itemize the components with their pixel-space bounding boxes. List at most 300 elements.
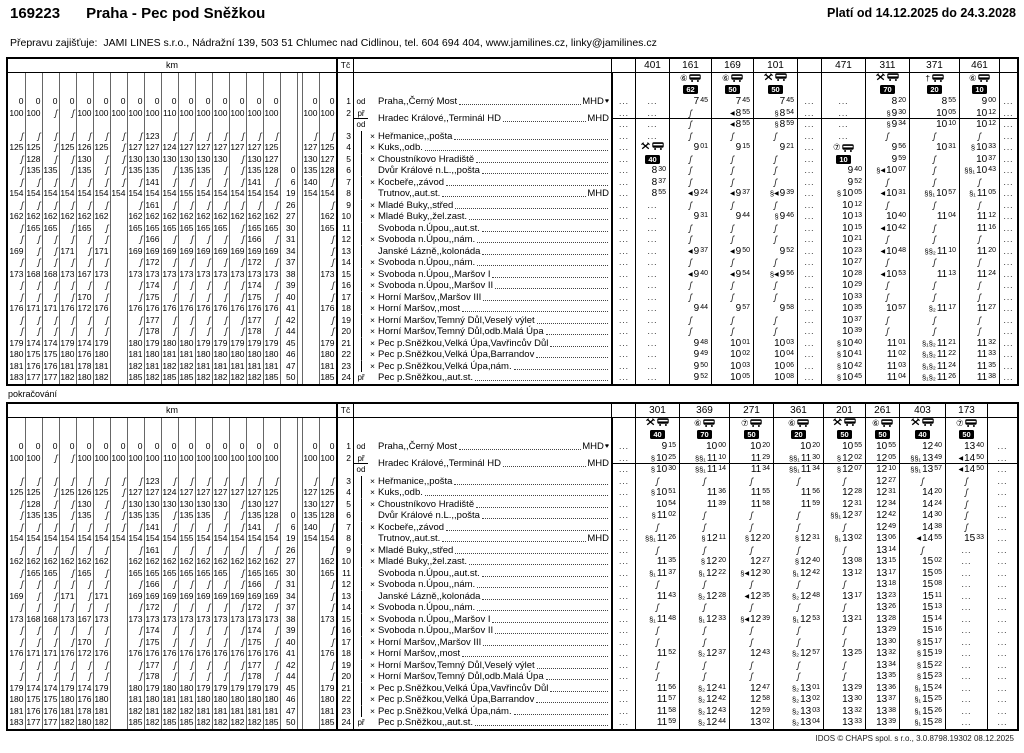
time-cell xyxy=(711,154,753,166)
squiggle-mark: ʃ xyxy=(750,602,753,612)
time-cell: $15^{13}$ xyxy=(899,602,945,614)
km-cell: 180 xyxy=(213,694,228,704)
squiggle-mark: ʃ xyxy=(105,625,109,635)
km-cell: 183 xyxy=(9,717,24,727)
time-cell: $\S_212^{57}$ xyxy=(773,648,823,660)
station-cell xyxy=(368,591,611,603)
km-cell: 179 xyxy=(60,682,75,693)
request-stop-mark: × xyxy=(370,694,375,704)
km-cell: 130 xyxy=(213,498,228,509)
km-cell xyxy=(195,177,212,189)
km-cell: 181 xyxy=(230,705,245,716)
km-cell: 100 xyxy=(26,107,41,118)
time-cell xyxy=(635,119,669,131)
no-service-dots: ... xyxy=(618,337,630,348)
squiggle-mark: ʃ xyxy=(774,153,777,164)
dotted-leader xyxy=(475,380,608,381)
squiggle-mark: ʃ xyxy=(207,257,211,267)
dotted-leader xyxy=(514,369,608,370)
squiggle-mark: ʃ xyxy=(703,602,706,612)
squiggle-mark: ʃ xyxy=(224,659,228,670)
km-cell: 172 xyxy=(77,303,92,313)
km-cell xyxy=(161,418,178,429)
time-cell xyxy=(823,476,865,488)
squiggle-mark: ʃ xyxy=(139,280,143,290)
provider-label: Přepravu zajišťuje: xyxy=(10,37,98,49)
km-cell xyxy=(263,84,280,96)
time-cell xyxy=(987,694,1017,706)
km-cell: 165 xyxy=(320,222,335,233)
time-cell: $9^{44}$ xyxy=(711,211,753,223)
km-cell: 6 xyxy=(280,522,297,534)
km-cell: 176 xyxy=(247,303,262,313)
squiggle-mark: ʃ xyxy=(71,510,75,520)
time-cell xyxy=(865,257,909,269)
time-cell xyxy=(987,602,1017,614)
time-cell: $\S 10^{42}$ xyxy=(821,361,865,373)
km-cell xyxy=(110,154,127,166)
note-prefix xyxy=(880,247,885,256)
km-cell xyxy=(263,73,280,84)
squiggle-mark: ʃ xyxy=(886,326,889,336)
squiggle-mark: ʃ xyxy=(224,671,228,681)
no-service-dots: ... xyxy=(618,717,630,727)
time-cell: $12^{27}$ xyxy=(729,556,773,568)
squiggle-mark: ʃ xyxy=(241,579,245,589)
no-service-dots: ... xyxy=(997,636,1008,647)
time-cell: $12^{59}$ xyxy=(729,706,773,718)
note-prefix: § xyxy=(650,465,656,474)
km-cell xyxy=(319,119,336,131)
time-cell: $9^{40}$ xyxy=(821,165,865,177)
squiggle-mark: ʃ xyxy=(105,510,109,520)
km-cell: 161 xyxy=(145,544,160,555)
km-cell: 124 xyxy=(162,142,177,152)
km-cell xyxy=(25,418,42,429)
dotted-leader xyxy=(469,564,608,565)
squiggle-mark: ʃ xyxy=(933,291,936,302)
km-cell: 154 xyxy=(43,533,58,543)
squiggle-mark: ʃ xyxy=(139,234,143,244)
km-cell: 176 xyxy=(213,303,228,313)
km-cell xyxy=(319,131,336,143)
km-cell: 34 xyxy=(280,246,297,258)
time-cell xyxy=(635,200,669,212)
squiggle-mark: ʃ xyxy=(331,659,335,670)
km-cell: 174 xyxy=(26,682,41,693)
km-cell: 0 xyxy=(144,441,161,453)
km-cell xyxy=(93,625,110,637)
km-cell: 127 xyxy=(320,498,335,509)
km-cell: 169 xyxy=(9,590,24,601)
time-cell xyxy=(987,545,1017,557)
request-stop-mark: × xyxy=(370,257,375,267)
squiggle-mark: ʃ xyxy=(173,544,177,555)
squiggle-mark: ʃ xyxy=(731,130,734,141)
km-cell: 185 xyxy=(320,717,335,727)
time-cell: $\S\S_113^{57}$ xyxy=(899,464,945,476)
km-cell: 127 xyxy=(213,142,228,152)
request-stop-mark: × xyxy=(370,153,375,164)
note-prefix: §◀ xyxy=(769,269,779,279)
km-cell xyxy=(178,131,195,143)
squiggle-mark: ʃ xyxy=(224,544,228,555)
km-cell xyxy=(280,96,297,108)
od-pr-mark xyxy=(353,292,368,304)
station-name: Choustníkovo Hradiště xyxy=(378,498,475,510)
km-cell: 100 xyxy=(128,107,143,118)
squiggle-mark: ʃ xyxy=(241,498,245,509)
km-cell xyxy=(302,211,319,223)
squiggle-mark: ʃ xyxy=(88,475,92,486)
trip-badge: 50 xyxy=(725,85,739,94)
no-service-dots: ... xyxy=(618,96,630,106)
km-cell xyxy=(127,177,144,189)
no-service-dots: ... xyxy=(804,165,815,175)
squiggle-mark: ʃ xyxy=(71,257,75,267)
squiggle-mark: ʃ xyxy=(71,222,75,233)
note-prefix xyxy=(730,189,735,198)
time-cell xyxy=(945,660,987,672)
no-service-dots: ... xyxy=(647,360,658,371)
km-cell xyxy=(302,246,319,258)
km-cell xyxy=(76,591,93,603)
km-cell xyxy=(178,476,195,488)
km-cell: 170 xyxy=(77,636,92,647)
km-cell: 181 xyxy=(196,360,211,371)
squiggle-mark: ʃ xyxy=(774,257,777,267)
squiggle-mark: ʃ xyxy=(656,625,659,635)
km-cell: 135 xyxy=(179,165,194,175)
station-cell xyxy=(368,533,611,545)
squiggle-mark: ʃ xyxy=(774,130,777,141)
km-cell xyxy=(93,602,110,614)
station-cell xyxy=(368,683,611,695)
squiggle-mark: ʃ xyxy=(241,222,245,233)
km-cell: 135 xyxy=(77,510,92,520)
no-service-dots: ... xyxy=(618,119,630,129)
squiggle-mark: ʃ xyxy=(774,222,777,233)
timetable-row xyxy=(8,591,1017,603)
note-prefix: §§₁ xyxy=(910,453,922,463)
time-cell xyxy=(865,292,909,304)
squiggle-mark: ʃ xyxy=(54,590,58,601)
time-cell: $\S_212^{48}$ xyxy=(773,591,823,603)
time-cell xyxy=(773,660,823,672)
km-cell xyxy=(161,326,178,338)
time-cell xyxy=(611,188,635,200)
km-cell xyxy=(25,119,42,131)
km-cell xyxy=(195,131,212,143)
time-cell: $\S_113^{02}$ xyxy=(823,533,865,545)
badges-row xyxy=(8,429,1017,441)
time-cell xyxy=(987,487,1017,499)
km-cell: 180 xyxy=(196,349,211,359)
od-pr-mark xyxy=(353,361,368,373)
time-cell xyxy=(669,119,711,131)
hammers-icon xyxy=(833,418,842,426)
time-cell xyxy=(945,568,987,580)
km-cell xyxy=(229,154,246,166)
km-cell: 180 xyxy=(320,349,335,359)
squiggle-mark: ʃ xyxy=(224,257,228,267)
time-cell: $◀14^{50}$ xyxy=(945,453,987,465)
km-cell: 182 xyxy=(247,372,262,382)
squiggle-mark: ʃ xyxy=(843,602,846,612)
tc-cell: 7 xyxy=(336,177,353,189)
time-cell xyxy=(823,522,865,534)
trip-number xyxy=(611,404,635,417)
squiggle-mark: ʃ xyxy=(105,257,109,267)
squiggle-mark: ʃ xyxy=(933,176,936,187)
no-service-dots: ... xyxy=(1003,165,1014,175)
time-cell xyxy=(611,372,635,384)
km-cell xyxy=(212,545,229,557)
station-name: Horní Maršov,Temný Důl,Veselý výlet xyxy=(378,314,535,326)
squiggle-mark: ʃ xyxy=(173,671,177,681)
km-cell xyxy=(302,429,319,441)
km-cell: 127 xyxy=(247,142,262,152)
km-cell: 177 xyxy=(247,659,262,670)
time-cell xyxy=(959,257,999,269)
km-cell: 125 xyxy=(9,142,24,152)
km-cell xyxy=(144,73,161,84)
squiggle-mark: ʃ xyxy=(173,602,177,612)
squiggle-mark: ʃ xyxy=(207,130,211,141)
squiggle-mark: ʃ xyxy=(689,234,692,244)
squiggle-mark: ʃ xyxy=(139,544,143,555)
squiggle-mark: ʃ xyxy=(731,222,734,233)
km-cell xyxy=(25,591,42,603)
km-cell xyxy=(212,476,229,488)
km-cell xyxy=(263,671,280,683)
squiggle-mark: ʃ xyxy=(105,199,109,210)
km-cell: 0 xyxy=(263,96,280,108)
time-cell xyxy=(773,429,823,441)
km-cell: 181 xyxy=(128,694,143,704)
km-cell: 181 xyxy=(94,360,109,371)
km-cell: 126 xyxy=(77,142,92,152)
km-cell: 165 xyxy=(264,222,279,233)
km-cell xyxy=(8,579,25,591)
km-cell xyxy=(127,119,144,131)
no-service-dots: ... xyxy=(647,303,658,313)
time-cell xyxy=(999,349,1017,361)
no-service-dots: ... xyxy=(647,222,658,233)
km-cell xyxy=(229,200,246,212)
time-cell xyxy=(865,131,909,143)
time-cell xyxy=(999,372,1017,384)
squiggle-mark: ʃ xyxy=(750,521,753,532)
time-cell xyxy=(959,131,999,143)
km-cell xyxy=(127,326,144,338)
time-cell xyxy=(797,280,821,292)
tc-cell: 3 xyxy=(336,131,353,143)
station-name: Heřmanice,,pošta xyxy=(378,130,453,142)
no-service-dots: ... xyxy=(647,314,658,325)
time-cell: $\S_112^{42}$ xyxy=(773,568,823,580)
km-cell: 140 xyxy=(303,176,318,187)
squiggle-mark: ʃ xyxy=(20,579,24,589)
station-cell xyxy=(368,326,611,338)
squiggle-mark: ʃ xyxy=(241,544,245,555)
km-cell xyxy=(25,131,42,143)
km-cell: 162 xyxy=(213,556,228,566)
time-cell xyxy=(909,200,959,212)
squiggle-mark: ʃ xyxy=(122,521,126,532)
note-prefix: §₁ xyxy=(914,718,922,727)
note-prefix: §◀ xyxy=(876,166,886,175)
km-cell: 180 xyxy=(128,337,143,348)
km-cell xyxy=(161,545,178,557)
squiggle-mark: ʃ xyxy=(933,326,936,336)
squiggle-mark: ʃ xyxy=(54,142,58,152)
time-cell: $12^{10}$ xyxy=(865,464,899,476)
request-stop-mark: × xyxy=(370,303,375,313)
no-service-dots: ... xyxy=(961,636,972,647)
no-service-dots: ... xyxy=(1003,268,1014,279)
km-cell: 162 xyxy=(128,556,143,566)
squiggle-mark: ʃ xyxy=(190,636,194,647)
time-cell xyxy=(679,476,729,488)
tc-cell: 12 xyxy=(336,579,353,591)
squiggle-mark: ʃ xyxy=(689,119,692,129)
time-cell: $13^{06}$ xyxy=(865,533,899,545)
time-cell xyxy=(773,522,823,534)
km-cell: 154 xyxy=(128,188,143,198)
tc-cell: 24 xyxy=(336,372,353,384)
time-cell: $\S 8^{54}$ xyxy=(753,108,797,120)
request-stop-mark: × xyxy=(370,130,375,141)
time-cell xyxy=(635,671,679,683)
km-cell: 154 xyxy=(264,188,279,198)
timetable-row xyxy=(8,107,1017,124)
squiggle-mark: ʃ xyxy=(331,199,335,210)
km-cell xyxy=(280,499,297,511)
od-pr-mark: př xyxy=(353,453,368,465)
no-service-dots: ... xyxy=(618,360,630,371)
km-cell xyxy=(76,84,93,96)
km-cell xyxy=(59,165,76,177)
km-cell: 176 xyxy=(43,705,58,716)
station-cell xyxy=(368,499,611,511)
no-service-dots: ... xyxy=(997,590,1008,601)
station-cell xyxy=(368,338,611,350)
time-cell xyxy=(635,142,669,154)
km-cell: 135 xyxy=(26,165,41,175)
km-cell: 154 xyxy=(9,533,24,543)
time-cell: $7^{45}$ xyxy=(753,96,797,108)
km-cell xyxy=(280,154,297,166)
km-cell xyxy=(319,671,336,683)
time-cell xyxy=(611,522,635,534)
km-cell xyxy=(229,418,246,429)
km-cell xyxy=(319,464,336,476)
note-prefix: §§₁ xyxy=(830,511,842,520)
squiggle-mark: ʃ xyxy=(275,280,279,290)
km-cell xyxy=(302,303,319,315)
time-cell xyxy=(797,326,821,338)
time-cell xyxy=(635,545,679,557)
squiggle-mark: ʃ xyxy=(105,176,109,187)
time-cell: $\S\S_112^{37}$ xyxy=(823,510,865,522)
km-cell xyxy=(76,119,93,131)
km-cell xyxy=(161,510,178,522)
note-prefix: §₂ xyxy=(791,706,800,716)
km-cell xyxy=(8,625,25,637)
km-cell: 162 xyxy=(145,211,160,221)
squiggle-mark: ʃ xyxy=(190,475,194,486)
km-cell xyxy=(42,602,59,614)
od-pr-mark xyxy=(353,545,368,557)
km-cell xyxy=(59,625,76,637)
dotted-leader xyxy=(503,121,586,122)
km-cell: 168 xyxy=(26,268,41,279)
circled-7-icon: ⑦ xyxy=(832,142,841,152)
dotted-leader xyxy=(455,553,608,554)
km-cell xyxy=(263,326,280,338)
time-cell: $11^{56}$ xyxy=(635,683,679,695)
tc-cell: 16 xyxy=(336,625,353,637)
time-cell xyxy=(797,257,821,269)
no-service-dots: ... xyxy=(647,372,658,382)
no-service-dots: ... xyxy=(618,130,630,141)
time-cell: $10^{05}$ xyxy=(909,108,959,120)
km-cell xyxy=(280,73,297,84)
note-prefix: § xyxy=(794,534,800,543)
time-cell xyxy=(945,545,987,557)
squiggle-mark: ʃ xyxy=(105,165,109,175)
km-cell xyxy=(195,257,212,269)
km-cell: 135 xyxy=(196,510,211,520)
km-cell xyxy=(110,234,127,246)
station-name: Svoboda n.Úpou,,Maršov I xyxy=(378,613,491,625)
km-cell: 180 xyxy=(264,349,279,359)
km-cell xyxy=(195,602,212,614)
tc-cell: 16 xyxy=(336,280,353,292)
km-cell: 173 xyxy=(213,613,228,624)
note-prefix: § xyxy=(836,338,842,348)
time-cell xyxy=(611,591,635,603)
squiggle-mark: ʃ xyxy=(37,291,41,302)
km-cell: 176 xyxy=(26,705,41,716)
squiggle-mark: ʃ xyxy=(207,602,211,612)
km-cell xyxy=(302,602,319,614)
time-cell: $8^{55}$ xyxy=(909,96,959,108)
time-cell xyxy=(999,280,1017,292)
km-cell xyxy=(110,73,127,84)
no-service-dots: ... xyxy=(997,671,1008,681)
km-cell: 172 xyxy=(247,257,262,267)
km-cell xyxy=(195,73,212,84)
time-cell xyxy=(611,614,635,626)
squiggle-mark: ʃ xyxy=(224,602,228,612)
squiggle-mark: ʃ xyxy=(774,291,777,302)
km-cell: 182 xyxy=(213,717,228,727)
km-cell: 181 xyxy=(145,705,160,716)
km-cell xyxy=(42,108,59,120)
km-cell: 185 xyxy=(162,717,177,727)
km-cell: 154 xyxy=(264,533,279,543)
km-cell xyxy=(229,499,246,511)
km-cell: 179 xyxy=(264,337,279,348)
trip-number: 471 xyxy=(821,59,865,72)
squiggle-mark: ʃ xyxy=(105,671,109,681)
station-cell xyxy=(368,142,611,154)
km-cell: 100 xyxy=(145,107,160,118)
no-service-dots: ... xyxy=(997,464,1008,474)
trip-number: 371 xyxy=(909,59,959,72)
